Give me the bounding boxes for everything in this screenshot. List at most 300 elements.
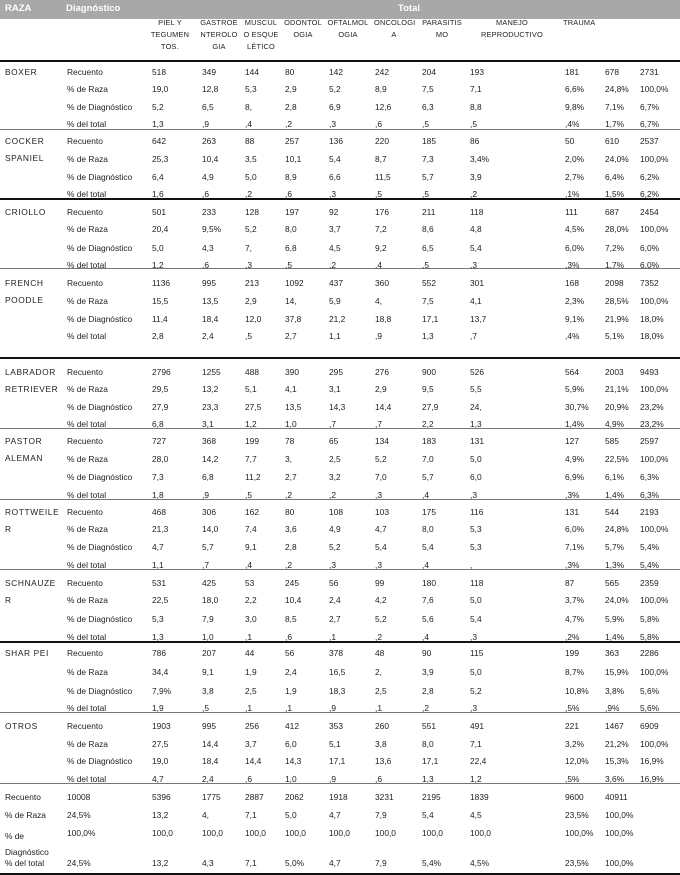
table-cell: ,2 xyxy=(329,490,336,500)
table-cell: 20,4 xyxy=(152,224,169,234)
measure-label: % de Raza xyxy=(67,84,108,94)
measure-label: Recuento xyxy=(67,436,103,446)
table-cell: 9,5 xyxy=(422,384,434,394)
table-cell: 501 xyxy=(152,207,166,217)
table-cell: 48 xyxy=(375,648,385,658)
total-measure-label: % del total xyxy=(5,858,45,868)
total-cell: 5,4% xyxy=(422,858,442,868)
table-cell: 2,7 xyxy=(285,472,297,482)
measure-label: % del total xyxy=(67,703,107,713)
table-cell: 99 xyxy=(375,578,385,588)
table-cell: 7,0 xyxy=(375,472,387,482)
table-cell: 13,7 xyxy=(470,314,487,324)
table-cell: ,3 xyxy=(245,260,252,270)
table-cell: 1,4% xyxy=(605,490,625,500)
table-cell: 92 xyxy=(329,207,339,217)
row-divider xyxy=(0,129,680,130)
table-cell: 5,4% xyxy=(640,560,660,570)
table-cell: 144 xyxy=(245,67,259,77)
table-cell: 5,0 xyxy=(470,454,482,464)
table-cell: 2003 xyxy=(605,367,624,377)
table-cell: 6909 xyxy=(640,721,659,731)
table-cell: ,3 xyxy=(329,189,336,199)
table-cell: 17,1 xyxy=(422,756,439,766)
table-cell: 100,0% xyxy=(640,739,669,749)
table-cell: 5,2 xyxy=(329,542,341,552)
table-cell: ,5 xyxy=(202,703,209,713)
table-cell: 10,1 xyxy=(285,154,302,164)
table-cell: 12,6 xyxy=(375,102,392,112)
total-cell: 3231 xyxy=(375,792,394,802)
table-cell: 900 xyxy=(422,367,436,377)
table-cell: 11,5 xyxy=(375,172,391,182)
table-cell: 263 xyxy=(202,136,216,146)
total-cell: 5,0 xyxy=(285,810,297,820)
table-cell: 5,3 xyxy=(152,614,164,624)
measure-label: % de Diagnóstico xyxy=(67,614,133,624)
table-cell: 21,2% xyxy=(605,739,629,749)
table-cell: 131 xyxy=(470,436,484,446)
table-cell: 8,0 xyxy=(422,739,434,749)
table-cell: 7,5 xyxy=(422,296,434,306)
table-cell: 2,5 xyxy=(329,454,341,464)
table-cell: 1,5% xyxy=(605,189,625,199)
table-cell: 116 xyxy=(470,507,484,517)
table-cell: 3,8 xyxy=(375,739,387,749)
table-cell: ,6 xyxy=(375,774,382,784)
total-cell: 24,5% xyxy=(67,810,91,820)
table-cell: 565 xyxy=(605,578,619,588)
total-cell: 100,0 xyxy=(245,828,266,838)
table-cell: 175 xyxy=(422,507,436,517)
table-cell: 9,8% xyxy=(565,102,585,112)
table-cell: 19,0 xyxy=(152,84,169,94)
table-cell: 7,1 xyxy=(470,84,482,94)
table-cell: 18,4 xyxy=(202,756,219,766)
table-cell: 1255 xyxy=(202,367,221,377)
measure-label: % de Diagnóstico xyxy=(67,314,133,324)
table-cell: 5,0 xyxy=(152,243,164,253)
total-cell: 4,7 xyxy=(329,810,341,820)
table-cell: 28,0% xyxy=(605,224,629,234)
measure-label: % de Diagnóstico xyxy=(67,686,133,696)
table-cell: 21,9% xyxy=(605,314,629,324)
table-cell: 8,7 xyxy=(375,154,387,164)
measure-label: % de Diagnóstico xyxy=(67,102,133,112)
table-cell: 14,4 xyxy=(375,402,392,412)
table-cell: 14, xyxy=(285,296,297,306)
table-cell: 1,3 xyxy=(152,632,164,642)
table-cell: 5,1% xyxy=(605,331,625,341)
table-cell: ,9 xyxy=(375,331,382,341)
total-cell: 5396 xyxy=(152,792,171,802)
table-cell: 9493 xyxy=(640,367,659,377)
table-cell: 5,6% xyxy=(640,703,660,713)
table-cell: 678 xyxy=(605,67,619,77)
table-cell: 5,7 xyxy=(422,472,434,482)
table-cell: 2731 xyxy=(640,67,659,77)
table-cell: 80 xyxy=(285,507,295,517)
table-cell: 183 xyxy=(422,436,436,446)
breed-label: ALEMAN xyxy=(5,453,44,463)
table-cell: 5,3 xyxy=(245,84,257,94)
total-cell: 100,0 xyxy=(470,828,491,838)
table-cell: 9,1% xyxy=(565,314,585,324)
table-cell: 306 xyxy=(202,507,216,517)
total-cell: 100,0 xyxy=(375,828,396,838)
table-cell: 353 xyxy=(329,721,343,731)
measure-label: % del total xyxy=(67,632,107,642)
table-cell: 5,0 xyxy=(245,172,257,182)
table-cell: 301 xyxy=(470,278,484,288)
table-cell: 5,7% xyxy=(605,542,625,552)
table-cell: 5,3 xyxy=(470,524,482,534)
total-cell: 7,9 xyxy=(375,858,387,868)
column-header: MANEJO REPRODUCTIVO xyxy=(481,18,543,39)
table-cell: 180 xyxy=(422,578,436,588)
table-cell: ,2 xyxy=(245,189,252,199)
table-cell: 18,0% xyxy=(640,314,664,324)
table-cell: 2,5 xyxy=(375,686,387,696)
table-cell: ,4% xyxy=(565,331,580,341)
table-cell: 17,1 xyxy=(329,756,346,766)
table-cell: 2,7% xyxy=(565,172,585,182)
table-cell: 2359 xyxy=(640,578,659,588)
table-cell: 5,4 xyxy=(329,154,341,164)
breed-label: R xyxy=(5,524,12,534)
table-cell: 5,4 xyxy=(375,542,387,552)
table-cell: 6,8 xyxy=(202,472,214,482)
table-cell: ,6 xyxy=(202,260,209,270)
table-cell: 78 xyxy=(285,436,295,446)
total-cell: 5,4 xyxy=(422,810,434,820)
table-cell: 3,6% xyxy=(605,774,625,784)
table-cell: 491 xyxy=(470,721,484,731)
total-cell: 40911 xyxy=(605,792,628,802)
table-cell: 2,2 xyxy=(245,595,257,605)
total-cell: 100,0 xyxy=(152,828,173,838)
table-cell: ,3 xyxy=(329,560,336,570)
table-cell: ,4 xyxy=(422,560,429,570)
table-cell: 2,9 xyxy=(245,296,257,306)
table-cell: 103 xyxy=(375,507,389,517)
total-cell: 100,0% xyxy=(605,858,634,868)
table-cell: 4,3 xyxy=(202,243,214,253)
table-cell: 7,6 xyxy=(422,595,434,605)
table-cell: ,4 xyxy=(245,560,252,570)
measure-label: Recuento xyxy=(67,67,103,77)
table-cell: 176 xyxy=(375,207,389,217)
table-cell: 14,4 xyxy=(245,756,262,766)
table-cell: 1,3 xyxy=(422,774,434,784)
table-cell: ,4 xyxy=(375,260,382,270)
table-cell: 162 xyxy=(245,507,259,517)
table-cell: ,5 xyxy=(375,189,382,199)
table-cell: 7,2% xyxy=(605,243,625,253)
table-cell: ,9 xyxy=(202,490,209,500)
table-cell: ,2% xyxy=(565,632,580,642)
table-cell: 5,4% xyxy=(640,542,660,552)
table-cell: ,3 xyxy=(470,260,477,270)
table-cell: ,2 xyxy=(285,560,292,570)
table-cell: 5,0 xyxy=(470,595,482,605)
table-cell: 2,0% xyxy=(565,154,585,164)
table-cell: 181 xyxy=(565,67,579,77)
diagnostico-header: Diagnóstico xyxy=(66,3,121,14)
table-cell: ,5 xyxy=(245,490,252,500)
table-cell: ,5 xyxy=(422,260,429,270)
table-cell: 16,5 xyxy=(329,667,346,677)
table-cell: 9,5% xyxy=(202,224,222,234)
table-cell: 221 xyxy=(565,721,579,731)
table-cell: 11,2 xyxy=(245,472,261,482)
table-cell: 131 xyxy=(565,507,579,517)
measure-label: % de Raza xyxy=(67,595,108,605)
measure-label: % de Raza xyxy=(67,296,108,306)
table-cell: 100,0% xyxy=(640,384,669,394)
table-cell: ,1 xyxy=(285,703,292,713)
measure-label: Recuento xyxy=(67,367,103,377)
table-cell: 115 xyxy=(470,648,484,658)
table-cell: 995 xyxy=(202,721,216,731)
table-cell: 4,5 xyxy=(329,243,341,253)
measure-label: % de Raza xyxy=(67,224,108,234)
table-cell: 7,5 xyxy=(422,84,434,94)
table-cell: 2,2 xyxy=(422,419,434,429)
table-cell: ,2 xyxy=(375,632,382,642)
table-cell: 193 xyxy=(470,67,484,77)
table-cell: 8,8 xyxy=(470,102,482,112)
table-cell: ,2 xyxy=(470,189,477,199)
table-cell: 7,1% xyxy=(605,102,625,112)
table-cell: 28,0 xyxy=(152,454,169,464)
total-cell: 23,5% xyxy=(565,810,589,820)
table-cell: 6,7% xyxy=(640,102,660,112)
table-cell: 1,9 xyxy=(245,667,257,677)
table-cell: 390 xyxy=(285,367,299,377)
table-cell: 1,4% xyxy=(565,419,585,429)
table-cell: 5,4 xyxy=(470,243,482,253)
table-cell: 13,5 xyxy=(202,296,219,306)
measure-label: % de Raza xyxy=(67,384,108,394)
table-cell: 8, xyxy=(245,102,252,112)
table-cell: 2,3% xyxy=(565,296,585,306)
table-cell: 786 xyxy=(152,648,166,658)
table-cell: ,3% xyxy=(565,260,580,270)
table-cell: 7,7 xyxy=(245,454,257,464)
table-cell: 6,1% xyxy=(605,472,625,482)
table-cell: 199 xyxy=(565,648,579,658)
table-cell: 4,1 xyxy=(285,384,297,394)
table-cell: 13,5 xyxy=(285,402,302,412)
table-cell: 2454 xyxy=(640,207,659,217)
column-header: PARASITIS MO xyxy=(422,18,462,39)
table-cell: 2,8 xyxy=(152,331,164,341)
breed-label: RETRIEVER xyxy=(5,384,59,394)
table-cell: 8,7% xyxy=(565,667,585,677)
table-cell: 7,9 xyxy=(202,614,214,624)
table-cell: 687 xyxy=(605,207,619,217)
table-cell: 7,3 xyxy=(152,472,164,482)
table-cell: 531 xyxy=(152,578,166,588)
table-cell: 4,1 xyxy=(470,296,482,306)
table-cell: 1,2 xyxy=(152,260,164,270)
table-cell: 7,0 xyxy=(422,454,434,464)
table-cell: 5,4 xyxy=(422,542,434,552)
table-cell: 7,1% xyxy=(565,542,585,552)
table-cell: 5,4 xyxy=(470,614,482,624)
table-cell: 2796 xyxy=(152,367,171,377)
total-cell: 100,0% xyxy=(605,810,634,820)
table-cell: 642 xyxy=(152,136,166,146)
table-cell: 6,6% xyxy=(565,84,585,94)
table-cell: 13,6 xyxy=(375,756,392,766)
table-cell: 3,8 xyxy=(202,686,214,696)
table-cell: ,4 xyxy=(245,119,252,129)
total-cell: 13,2 xyxy=(152,810,169,820)
table-cell: ,4 xyxy=(422,632,429,642)
table-cell: ,3 xyxy=(375,490,382,500)
table-cell: ,3 xyxy=(329,119,336,129)
table-cell: 23,3 xyxy=(202,402,219,412)
table-cell: 11,4 xyxy=(152,314,168,324)
breed-label: COCKER xyxy=(5,136,45,146)
table-cell: 14,4 xyxy=(202,739,219,749)
table-cell: 4,2 xyxy=(375,595,387,605)
measure-label: Recuento xyxy=(67,136,103,146)
table-cell: 20,9% xyxy=(605,402,629,412)
table-cell: ,7 xyxy=(329,419,336,429)
table-cell: 100,0% xyxy=(640,595,669,605)
measure-label: % del total xyxy=(67,189,107,199)
table-cell: 2286 xyxy=(640,648,659,658)
table-cell: 7,9% xyxy=(152,686,172,696)
table-cell: ,1 xyxy=(245,632,252,642)
table-cell: 24,0% xyxy=(605,595,629,605)
total-cell: 13,2 xyxy=(152,858,169,868)
total-cell: 4,5 xyxy=(470,810,482,820)
table-cell: 1,7% xyxy=(605,119,625,129)
table-cell: ,1 xyxy=(329,632,336,642)
total-measure-label: Recuento xyxy=(5,792,41,802)
table-cell: 6,3% xyxy=(640,490,660,500)
table-cell: 118 xyxy=(470,578,484,588)
table-cell: 34,4 xyxy=(152,667,169,677)
table-cell: 518 xyxy=(152,67,166,77)
table-cell: 2098 xyxy=(605,278,624,288)
table-cell: 363 xyxy=(605,648,619,658)
table-cell: 1,8 xyxy=(152,490,164,500)
table-cell: 2,4 xyxy=(285,667,297,677)
table-cell: 100,0% xyxy=(640,84,669,94)
table-cell: 276 xyxy=(375,367,389,377)
table-cell: 87 xyxy=(565,578,575,588)
table-cell: 3,7% xyxy=(565,595,585,605)
table-cell: 4,5% xyxy=(565,224,585,234)
table-cell: ,7 xyxy=(470,331,477,341)
total-cell: 100,0% xyxy=(605,828,634,838)
table-cell: 24, xyxy=(470,402,482,412)
table-cell: ,9 xyxy=(329,703,336,713)
table-cell: 25,3 xyxy=(152,154,169,164)
measure-label: % del total xyxy=(67,774,107,784)
table-cell: 3,6 xyxy=(285,524,297,534)
table-cell: ,6 xyxy=(375,119,382,129)
total-cell: 7,9 xyxy=(375,810,387,820)
total-cell: 4,3 xyxy=(202,858,214,868)
table-cell: 4,9 xyxy=(202,172,214,182)
table-cell: 204 xyxy=(422,67,436,77)
measure-label: % del total xyxy=(67,331,107,341)
table-cell: 128 xyxy=(245,207,259,217)
table-cell: 4,9% xyxy=(605,419,625,429)
table-cell: 6,0% xyxy=(565,524,585,534)
table-cell: 2,4 xyxy=(202,331,214,341)
table-cell: 4,7 xyxy=(375,524,387,534)
table-cell: 53 xyxy=(245,578,255,588)
table-cell: 6,4 xyxy=(152,172,164,182)
table-cell: 3, xyxy=(285,454,292,464)
table-cell: 260 xyxy=(375,721,389,731)
measure-label: Recuento xyxy=(67,721,103,731)
table-cell: 2,7 xyxy=(329,614,341,624)
table-cell: 207 xyxy=(202,648,216,658)
table-cell: 21,2 xyxy=(329,314,346,324)
table-cell: 1,3% xyxy=(605,560,625,570)
total-cell: 9600 xyxy=(565,792,584,802)
table-cell: 220 xyxy=(375,136,389,146)
table-cell: ,1 xyxy=(375,703,382,713)
table-cell: 7,2 xyxy=(375,224,387,234)
table-cell: 256 xyxy=(245,721,259,731)
table-cell: ,7 xyxy=(375,419,382,429)
breed-label: PASTOR xyxy=(5,436,43,446)
table-cell: 27,9 xyxy=(422,402,439,412)
total-cell: 4, xyxy=(202,810,209,820)
table-cell: ,3 xyxy=(470,703,477,713)
total-cell: 100,0% xyxy=(67,828,96,838)
table-cell: 27,5 xyxy=(245,402,262,412)
table-cell: 12,8 xyxy=(202,84,219,94)
table-cell: 1,9 xyxy=(152,703,164,713)
table-cell: 3,0 xyxy=(245,614,257,624)
table-cell: 1,7% xyxy=(605,260,625,270)
table-cell: 28,5% xyxy=(605,296,629,306)
table-cell: 18,0 xyxy=(202,595,219,605)
table-cell: 14,0 xyxy=(202,524,219,534)
table-cell: ,5% xyxy=(565,774,580,784)
measure-label: Recuento xyxy=(67,278,103,288)
table-cell: 29,5 xyxy=(152,384,169,394)
table-cell: 4,8 xyxy=(470,224,482,234)
table-cell: ,9% xyxy=(605,703,620,713)
table-cell: 368 xyxy=(202,436,216,446)
table-cell: 1,6 xyxy=(152,189,164,199)
table-cell: 295 xyxy=(329,367,343,377)
table-cell: 5,6% xyxy=(640,686,660,696)
table-cell: 995 xyxy=(202,278,216,288)
table-cell: 1,2 xyxy=(245,419,257,429)
column-header: TRAUMA xyxy=(563,18,596,27)
table-cell: 5,2 xyxy=(470,686,482,696)
table-cell: 245 xyxy=(285,578,299,588)
measure-label: Recuento xyxy=(67,507,103,517)
table-cell: 88 xyxy=(245,136,255,146)
measure-label: % de Raza xyxy=(67,154,108,164)
table-cell: 6,0 xyxy=(285,739,297,749)
total-cell: 100,0 xyxy=(285,828,306,838)
table-cell: 18,0% xyxy=(640,331,664,341)
